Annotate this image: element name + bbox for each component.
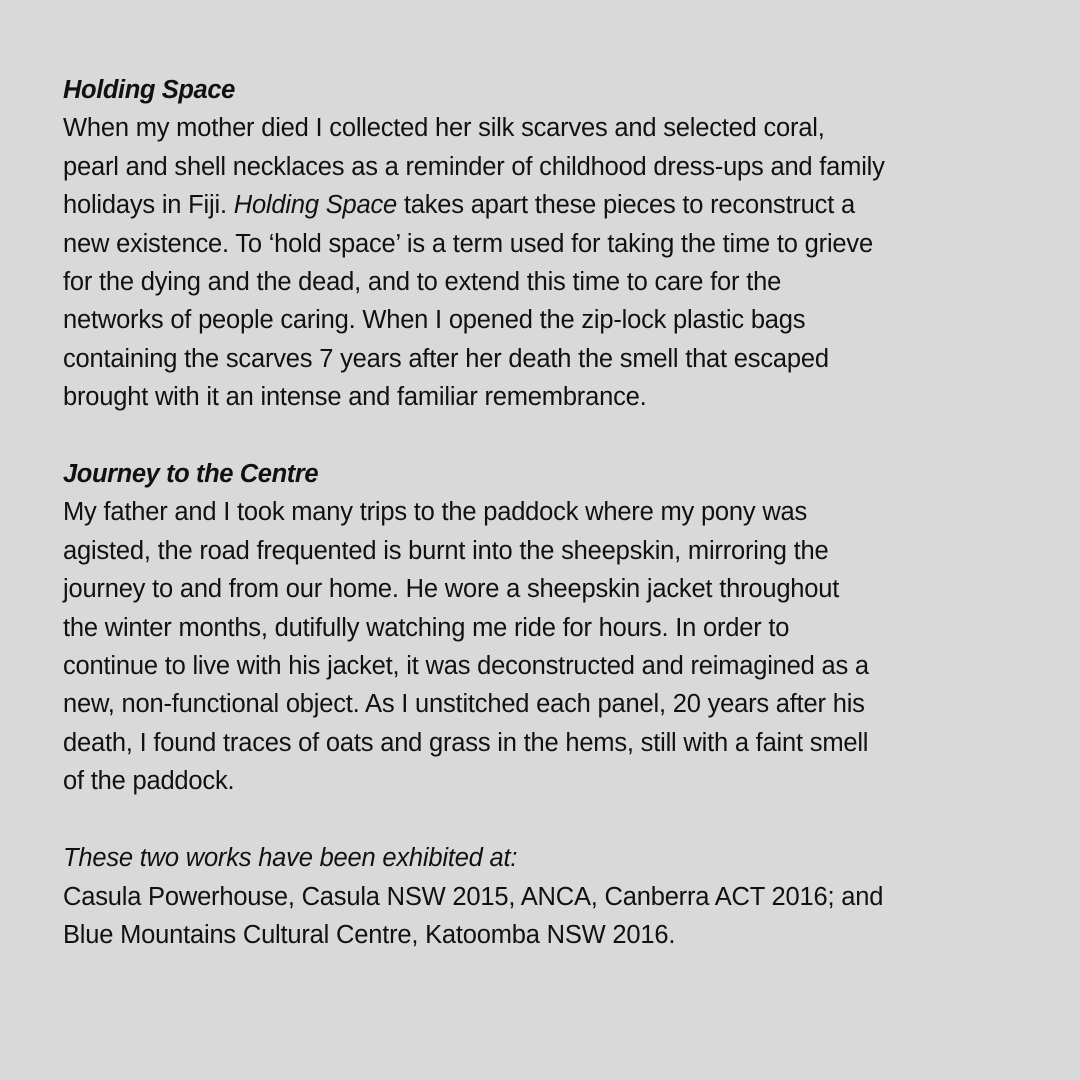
paragraph-line: Casula Powerhouse, Casula NSW 2015, ANCA, Canberra ACT 2016; and	[63, 882, 884, 911]
paragraph-line: agisted, the road frequented is burnt into the sheepskin, mirroring the	[63, 536, 829, 565]
artist-statement	[63, 71, 1023, 993]
paragraph-line: death, I found traces of oats and grass in the hems, still with a faint smell	[63, 728, 869, 757]
paragraph-line: continue to live with his jacket, it was deconstructed and reimagined as a	[63, 652, 869, 681]
paragraph-line: Blue Mountains Cultural Centre, Katoomba NSW 2016.	[63, 920, 676, 949]
paragraph-line: pearl and shell necklaces as a reminder of childhood dress-ups and family	[63, 152, 885, 181]
paragraph-line: containing the scarves 7 years after her death the smell that escaped	[63, 344, 829, 373]
paragraph-line: for the dying and the dead, and to extend this time to care for the	[63, 268, 782, 297]
exhibitions-heading: These two works have been exhibited at:	[63, 844, 518, 873]
section-exhibitions	[63, 839, 1023, 954]
section-heading: Holding Space	[63, 76, 235, 104]
paragraph-line: My father and I took many trips to the paddock where my pony was	[63, 498, 808, 527]
paragraph-line: networks of people caring. When I opened the zip-lock plastic bags	[63, 306, 806, 335]
paragraph-line: of the paddock.	[63, 767, 235, 796]
paragraph-line: brought with it an intense and familiar remembrance.	[63, 383, 647, 412]
paragraph-text: takes apart these pieces to reconstruct a	[403, 191, 855, 220]
section-journey-to-the-centre	[63, 455, 1023, 801]
paragraph-line: new existence. To ‘hold space’ is a term used for taking the time to grieve	[63, 229, 873, 258]
paragraph-line-mixed	[63, 186, 1023, 224]
work-title-inline: Holding Space	[233, 191, 397, 220]
paragraph-line: new, non-functional object. As I unstitched each panel, 20 years after his	[63, 690, 865, 719]
section-holding-space	[63, 71, 1023, 417]
paragraph-line: journey to and from our home. He wore a sheepskin jacket throughout	[63, 575, 840, 604]
paragraph-line: the winter months, dutifully watching me ride for hours. In order to	[63, 613, 790, 642]
section-heading: Journey to the Centre	[63, 460, 319, 489]
paragraph-text: holidays in Fiji.	[63, 191, 227, 220]
paragraph-line: When my mother died I collected her silk scarves and selected coral,	[63, 114, 825, 143]
